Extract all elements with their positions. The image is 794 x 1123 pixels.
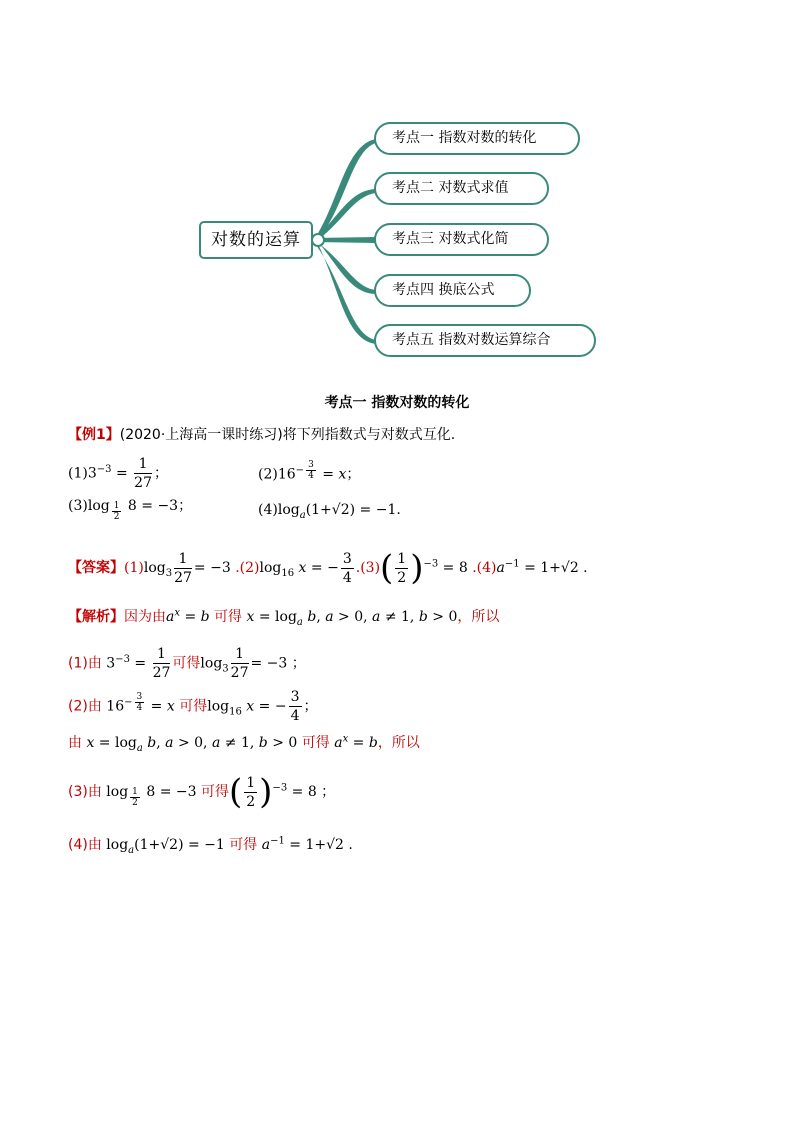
analysis-tag: 【解析】 bbox=[68, 609, 124, 625]
section-title: 考点一 指数对数的转化 bbox=[324, 395, 470, 411]
mindmap-node-1: 考点一 指数对数的转化 bbox=[374, 122, 580, 155]
mindmap-node-5: 考点五 指数对数运算综合 bbox=[374, 324, 596, 357]
example-line bbox=[68, 424, 455, 444]
problem-2: $(2)16^{- \frac{3}{4}}$ = x； bbox=[258, 460, 361, 483]
problem-1: $(1)3^{-3}$ = $\frac{1}{27}$ ； bbox=[68, 456, 168, 491]
problem-4: $(4)\log_a(1+√2) = -1$. bbox=[258, 502, 401, 521]
mindmap-node-2: 考点二 对数式求值 bbox=[374, 172, 549, 205]
analysis-step-1: (1)由 $3^{-3}$ = $\frac{1}{27}$ 可得$\log_3$ $\frac{1}{27}$ = −3 ； bbox=[68, 646, 306, 681]
analysis-step-3: (3)由 log $_{\frac{1}{2}}$ 8 = −3 可得( $\frac{1}{2}$ )$^{-3}$ = 8 ； bbox=[68, 772, 336, 812]
problem-3: (3)log $_{\frac{1}{2}}$ 8 = −3； bbox=[68, 498, 193, 522]
example-prompt: 将下列指数式与对数式互化. bbox=[282, 427, 456, 443]
mindmap-node-4: 考点四 换底公式 bbox=[374, 274, 531, 307]
answer-tag: 【答案】 bbox=[68, 560, 124, 576]
mindmap-center: 对数的运算 bbox=[199, 221, 313, 259]
example-tag: 【例1】 bbox=[68, 427, 120, 443]
analysis-middle: 由 $x = \log_a b$, a > 0, a ≠ 1, b > 0 可得 $a^x = b$，所以 bbox=[68, 733, 420, 754]
answer-line: 【答案】$(1)\log_3$ $\frac{1}{27}$ = −3 $.(2)\log_{16}$ x = − $\frac{3}{4}$ .(3)( $\frac{1}{2}$ )$^{-3}$ = 8 $.(4)a^{-1} = 1+√2$ . bbox=[68, 548, 588, 588]
analysis-step-4: (4)由 $\log_a(1+√2) = -1$ 可得 $a^{-1} = 1+√2$ . bbox=[68, 835, 353, 856]
mindmap-node-3: 考点三 对数式化简 bbox=[374, 223, 549, 256]
example-source: (2020·上海高一课时练习) bbox=[119, 427, 283, 443]
analysis-step-2: (2)由 $16^{- \frac{3}{4}}$ = x 可得$\log_{16} x$ = − $\frac{3}{4}$ ； bbox=[68, 689, 318, 724]
analysis-intro: 【解析】因为由$a^x = b$ 可得 $x = \log_a b$, a > 0, a ≠ 1, b > 0，所以 bbox=[68, 607, 500, 628]
